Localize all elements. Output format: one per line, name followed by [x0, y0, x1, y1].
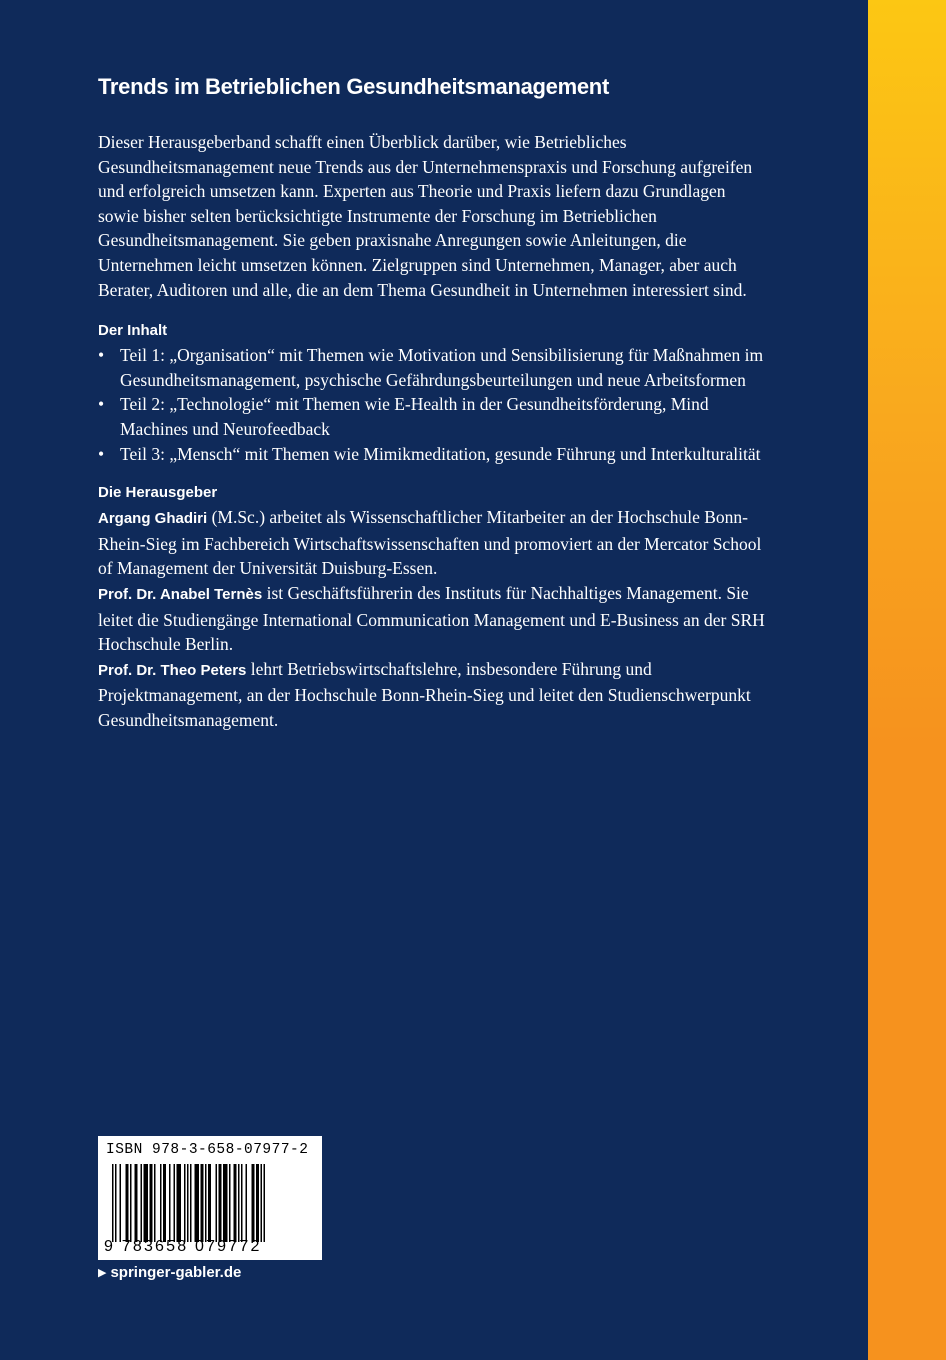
ean-number: 9 783658 079772: [104, 1238, 262, 1255]
barcode-bar: [154, 1164, 156, 1242]
barcode-bar: [135, 1164, 138, 1242]
editor-name: Prof. Dr. Theo Peters: [98, 661, 247, 679]
barcode-bar: [264, 1164, 266, 1242]
barcode-bar: [150, 1164, 153, 1242]
list-item: • Teil 3: „Mensch“ mit Themen wie Mimikmeditation, gesunde Führung und Interkulturalität: [98, 442, 770, 467]
editor-bio: Argang Ghadiri (M.Sc.) arbeitet als Wissenschaftlicher Mitarbeiter an der Hochschule Bonn-Rhein-Sieg im Fachbereich Wirtschaftswissenschaften und promoviert an der Mercator School of Management der Universität Duisburg-Essen.: [98, 507, 762, 579]
barcode-bar: [115, 1164, 117, 1242]
barcode-bar: [252, 1164, 255, 1242]
barcode-bar: [190, 1164, 192, 1242]
barcode-bar: [241, 1164, 243, 1242]
barcode-bar: [201, 1164, 204, 1242]
barcode-bar: [163, 1164, 166, 1242]
barcode-bar: [160, 1164, 162, 1242]
barcode-bar: [234, 1164, 237, 1242]
back-cover-content: [98, 74, 770, 732]
bullet-icon: •: [98, 345, 105, 366]
barcode-bar: [219, 1164, 222, 1242]
barcode-bar: [177, 1164, 182, 1242]
barcode-bar: [216, 1164, 218, 1242]
barcode-bar: [208, 1164, 211, 1242]
publisher-website[interactable]: [98, 1264, 241, 1281]
editor-bio: Prof. Dr. Theo Peters lehrt Betriebswirtschaftslehre, insbesondere Führung und Projektmanagement, an der Hochschule Bonn-Rhein-Sieg und leitet den Studienschwerpunkt Gesundheitsmanagement.: [98, 658, 751, 730]
contents-list: [98, 343, 770, 466]
barcode-bar: [205, 1164, 207, 1242]
barcode-bar: [144, 1164, 149, 1242]
barcode-bar: [246, 1164, 248, 1242]
barcode-bar: [120, 1164, 122, 1242]
barcode-bar: [261, 1164, 263, 1242]
barcode-bar: [126, 1164, 129, 1242]
list-item: • Teil 1: „Organisation“ mit Themen wie Motivation und Sensibilisierung für Maßnahmen im Gesundheitsmanagement, psychische Gefährdungsbeurteilungen und neue Arbeitsformen: [98, 345, 764, 390]
accent-color-bar: [868, 0, 946, 1360]
barcode-bar: [112, 1164, 114, 1242]
barcode-bar: [169, 1164, 171, 1242]
barcode-bar: [130, 1164, 132, 1242]
barcode-bar: [174, 1164, 176, 1242]
barcode-bar: [187, 1164, 189, 1242]
isbn-number: ISBN 978-3-658-07977-2: [106, 1142, 309, 1158]
editors-heading: Die Herausgeber: [98, 484, 218, 502]
editor-name: Prof. Dr. Anabel Ternès: [98, 585, 263, 603]
contents-heading: Der Inhalt: [98, 322, 168, 340]
barcode-bar: [141, 1164, 143, 1242]
book-title: Trends im Betrieblichen Gesundheitsmanagement: [98, 74, 609, 99]
list-item: • Teil 2: „Technologie“ mit Themen wie E-Health in der Gesundheitsförderung, Mind Machines und Neurofeedback: [98, 394, 709, 439]
bullet-icon: •: [98, 443, 105, 464]
barcode-bar: [184, 1164, 186, 1242]
barcode-bar: [238, 1164, 240, 1242]
website-label: springer-gabler.de: [110, 1264, 242, 1281]
editor-bio: Prof. Dr. Anabel Ternès ist Geschäftsführerin des Instituts für Nachhaltiges Management. Sie leitet die Studiengänge International Communication Management und E-Business an der SRH Hochschule Berlin.: [98, 582, 765, 655]
play-arrow-icon: ▶: [98, 1267, 107, 1279]
barcode-bar: [229, 1164, 231, 1242]
bullet-icon: •: [98, 394, 105, 415]
barcode-bars: [112, 1164, 316, 1242]
barcode-bar: [256, 1164, 259, 1242]
barcode-bar: [195, 1164, 200, 1242]
intro-paragraph: Dieser Herausgeberband schafft einen Überblick darüber, wie Betriebliches Gesundheitsmanagement neue Trends aus der Unternehmenspraxis und Forschung aufgreifen und erfolgreich umsetzen kann. Experten aus Theorie und Praxis liefern dazu Grundlagen sowie bisher selten berücksichtigte Instrumente der Forschung im Betrieblichen Gesundheitsmanagement. Sie geben praxisnahe Anregungen sowie Anleitungen, die Unternehmen leicht umsetzen können. Zielgruppen sind Unternehmen, Manager, aber auch Berater, Auditoren und alle, die an dem Thema Gesundheit in Unternehmen interessiert sind.: [98, 132, 753, 300]
isbn-barcode: [98, 1136, 322, 1260]
barcode-bar: [223, 1164, 228, 1242]
editor-name: Argang Ghadiri: [98, 510, 208, 528]
